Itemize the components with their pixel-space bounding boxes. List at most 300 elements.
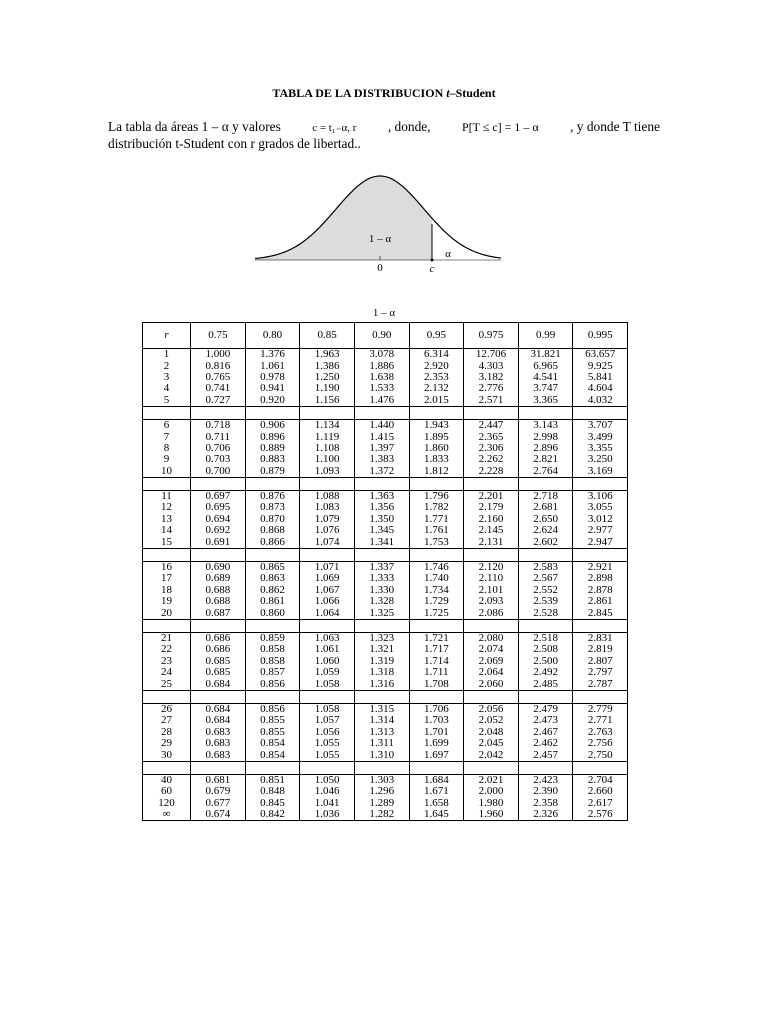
table-row: [143, 573, 628, 584]
critical-value-cell: 2.462: [518, 738, 573, 749]
critical-value-cell: 2.145: [464, 525, 519, 536]
critical-value-cell: 1.156: [300, 395, 355, 407]
critical-value-cell: 0.879: [245, 466, 300, 478]
critical-value-cell: 2.896: [518, 443, 573, 454]
critical-value-cell: 1.701: [409, 727, 464, 738]
critical-value-cell: 1.697: [409, 749, 464, 761]
degrees-of-freedom-cell: 29: [143, 738, 191, 749]
degrees-of-freedom-cell: 22: [143, 644, 191, 655]
spacer-cell: [409, 477, 464, 490]
degrees-of-freedom-cell: 25: [143, 678, 191, 690]
critical-value-cell: 2.457: [518, 749, 573, 761]
critical-value-cell: 1.119: [300, 431, 355, 442]
degrees-of-freedom-cell: 26: [143, 703, 191, 715]
critical-value-cell: 2.492: [518, 667, 573, 678]
spacer-cell: [464, 548, 519, 561]
critical-value-cell: 3.250: [573, 454, 628, 465]
critical-value-cell: 1.079: [300, 514, 355, 525]
critical-value-cell: 0.851: [245, 774, 300, 786]
critical-value-cell: 2.756: [573, 738, 628, 749]
critical-value-cell: 2.508: [518, 644, 573, 655]
spacer-cell: [354, 690, 409, 703]
area-label: 1 – α: [368, 233, 392, 245]
table-row: [143, 454, 628, 465]
critical-value-cell: 0.690: [191, 561, 246, 573]
critical-value-cell: 1.323: [354, 632, 409, 644]
table-row: [143, 596, 628, 607]
critical-value-cell: 1.055: [300, 749, 355, 761]
critical-value-cell: 0.906: [245, 419, 300, 431]
degrees-of-freedom-cell: 14: [143, 525, 191, 536]
critical-value-cell: 1.440: [354, 419, 409, 431]
critical-value-cell: 1.717: [409, 644, 464, 655]
degrees-of-freedom-cell: 6: [143, 419, 191, 431]
critical-value-cell: 1.311: [354, 738, 409, 749]
critical-value-cell: 0.816: [191, 360, 246, 371]
critical-value-cell: 2.423: [518, 774, 573, 786]
critical-value-cell: 1.303: [354, 774, 409, 786]
critical-value-cell: 1.761: [409, 525, 464, 536]
critical-value-cell: 2.576: [573, 809, 628, 821]
degrees-of-freedom-cell: 5: [143, 395, 191, 407]
critical-value-cell: 2.473: [518, 715, 573, 726]
critical-value-cell: 1.963: [300, 349, 355, 361]
critical-value-cell: 1.063: [300, 632, 355, 644]
critical-value-cell: 0.741: [191, 383, 246, 394]
critical-value-cell: 2.878: [573, 585, 628, 596]
critical-value-cell: 0.876: [245, 490, 300, 502]
critical-value-cell: 0.857: [245, 667, 300, 678]
critical-value-cell: 2.093: [464, 596, 519, 607]
degrees-of-freedom-cell: 24: [143, 667, 191, 678]
degrees-of-freedom-cell: 9: [143, 454, 191, 465]
critical-value-cell: 1.316: [354, 678, 409, 690]
spacer-cell: [464, 761, 519, 774]
critical-value-cell: 2.390: [518, 786, 573, 797]
spacer-cell: [191, 477, 246, 490]
critical-value-cell: 0.856: [245, 678, 300, 690]
critical-value-cell: 2.567: [518, 573, 573, 584]
critical-value-cell: 2.080: [464, 632, 519, 644]
critical-value-cell: 1.638: [354, 372, 409, 383]
spacer-cell: [518, 690, 573, 703]
critical-value-cell: 2.467: [518, 727, 573, 738]
spacer-cell: [300, 761, 355, 774]
critical-value-cell: 2.262: [464, 454, 519, 465]
spacer-cell: [354, 548, 409, 561]
critical-value-cell: 4.303: [464, 360, 519, 371]
critical-value-cell: 1.729: [409, 596, 464, 607]
critical-value-cell: 2.861: [573, 596, 628, 607]
critical-value-cell: 1.330: [354, 585, 409, 596]
zero-label: 0: [377, 262, 383, 274]
critical-value-cell: 1.341: [354, 536, 409, 548]
critical-value-cell: 2.787: [573, 678, 628, 690]
critical-value-cell: 0.691: [191, 536, 246, 548]
degrees-of-freedom-cell: 28: [143, 727, 191, 738]
degrees-of-freedom-cell: 21: [143, 632, 191, 644]
degrees-of-freedom-cell: 11: [143, 490, 191, 502]
page-title: [0, 86, 768, 101]
spacer-cell: [354, 406, 409, 419]
intro-text-1: La tabla da áreas 1 – α y valores: [108, 119, 281, 134]
spacer-cell: [573, 619, 628, 632]
critical-value-cell: 12.706: [464, 349, 519, 361]
critical-value-cell: 0.845: [245, 798, 300, 809]
critical-value-cell: 0.855: [245, 715, 300, 726]
table-row: [143, 678, 628, 690]
critical-value-cell: 9.925: [573, 360, 628, 371]
critical-value-cell: 0.896: [245, 431, 300, 442]
degrees-of-freedom-cell: 10: [143, 466, 191, 478]
critical-value-cell: 0.978: [245, 372, 300, 383]
c-point: [431, 259, 434, 262]
spacer-cell: [518, 761, 573, 774]
critical-value-cell: 1.050: [300, 774, 355, 786]
table-row: [143, 383, 628, 394]
critical-value-cell: 1.064: [300, 607, 355, 619]
critical-value-cell: 0.920: [245, 395, 300, 407]
critical-value-cell: 2.763: [573, 727, 628, 738]
critical-value-cell: 2.821: [518, 454, 573, 465]
table-row: [143, 607, 628, 619]
spacer-cell: [300, 548, 355, 561]
critical-value-cell: 0.683: [191, 738, 246, 749]
table-row: [143, 809, 628, 821]
critical-value-cell: 0.686: [191, 644, 246, 655]
spacer-cell: [518, 406, 573, 419]
table-row: [143, 715, 628, 726]
critical-value-cell: 0.711: [191, 431, 246, 442]
column-header: 0.85: [300, 323, 355, 349]
critical-value-cell: 2.779: [573, 703, 628, 715]
critical-value-cell: 2.539: [518, 596, 573, 607]
critical-value-cell: 0.860: [245, 607, 300, 619]
critical-value-cell: 2.447: [464, 419, 519, 431]
critical-value-cell: 1.860: [409, 443, 464, 454]
critical-value-cell: 1.088: [300, 490, 355, 502]
critical-value-cell: 0.858: [245, 656, 300, 667]
critical-value-cell: 1.074: [300, 536, 355, 548]
critical-value-cell: 2.064: [464, 667, 519, 678]
c-label: c: [429, 263, 435, 275]
critical-value-cell: 0.870: [245, 514, 300, 525]
spacer-cell: [143, 406, 191, 419]
critical-value-cell: 2.479: [518, 703, 573, 715]
critical-value-cell: 1.041: [300, 798, 355, 809]
spacer-cell: [573, 690, 628, 703]
critical-value-cell: 1.313: [354, 727, 409, 738]
critical-value-cell: 0.686: [191, 632, 246, 644]
r-header: r: [143, 323, 191, 349]
critical-value-cell: 0.856: [245, 703, 300, 715]
table-row: [143, 419, 628, 431]
spacer-cell: [245, 761, 300, 774]
critical-value-cell: 1.108: [300, 443, 355, 454]
critical-value-cell: 2.977: [573, 525, 628, 536]
spacer-cell: [300, 619, 355, 632]
spacer-cell: [464, 477, 519, 490]
critical-value-cell: 2.650: [518, 514, 573, 525]
critical-value-cell: 2.353: [409, 372, 464, 383]
critical-value-cell: 1.740: [409, 573, 464, 584]
intro-text-2: , donde,: [387, 119, 431, 134]
critical-value-cell: 0.873: [245, 502, 300, 513]
critical-value-cell: 3.365: [518, 395, 573, 407]
critical-value-cell: 0.706: [191, 443, 246, 454]
degrees-of-freedom-cell: 40: [143, 774, 191, 786]
critical-value-cell: 0.688: [191, 585, 246, 596]
critical-value-cell: 1.725: [409, 607, 464, 619]
degrees-of-freedom-cell: 30: [143, 749, 191, 761]
critical-value-cell: 2.552: [518, 585, 573, 596]
critical-value-cell: 1.314: [354, 715, 409, 726]
spacer-cell: [354, 619, 409, 632]
critical-value-cell: 1.960: [464, 809, 519, 821]
critical-value-cell: 0.685: [191, 667, 246, 678]
critical-value-cell: 1.060: [300, 656, 355, 667]
critical-value-cell: 0.683: [191, 749, 246, 761]
critical-value-cell: 2.571: [464, 395, 519, 407]
spacer-cell: [191, 619, 246, 632]
critical-value-cell: 1.372: [354, 466, 409, 478]
spacer-cell: [409, 548, 464, 561]
critical-value-cell: 1.796: [409, 490, 464, 502]
critical-value-cell: 2.048: [464, 727, 519, 738]
intro-text-3: , y donde T tiene: [570, 119, 660, 134]
critical-value-cell: 31.821: [518, 349, 573, 361]
critical-value-cell: 0.703: [191, 454, 246, 465]
critical-value-cell: 0.862: [245, 585, 300, 596]
t-student-table: [142, 322, 628, 821]
critical-value-cell: 1.289: [354, 798, 409, 809]
spacer-cell: [245, 690, 300, 703]
critical-value-cell: 1.386: [300, 360, 355, 371]
critical-value-cell: 63.657: [573, 349, 628, 361]
critical-value-cell: 2.042: [464, 749, 519, 761]
column-header: 0.95: [409, 323, 464, 349]
spacer-cell: [409, 619, 464, 632]
column-header: 0.80: [245, 323, 300, 349]
critical-value-cell: 0.684: [191, 715, 246, 726]
critical-value-cell: 1.250: [300, 372, 355, 383]
critical-value-cell: 3.012: [573, 514, 628, 525]
critical-value-cell: 2.998: [518, 431, 573, 442]
critical-value-cell: 2.069: [464, 656, 519, 667]
spacer-row: [143, 477, 628, 490]
critical-value-cell: 2.056: [464, 703, 519, 715]
critical-value-cell: 2.131: [464, 536, 519, 548]
critical-value-cell: 2.583: [518, 561, 573, 573]
alpha-header: 1 – α: [372, 307, 396, 319]
critical-value-cell: 1.708: [409, 678, 464, 690]
critical-value-cell: 3.143: [518, 419, 573, 431]
degrees-of-freedom-cell: 13: [143, 514, 191, 525]
critical-value-cell: 1.734: [409, 585, 464, 596]
critical-value-cell: 0.854: [245, 749, 300, 761]
spacer-cell: [143, 690, 191, 703]
spacer-cell: [354, 477, 409, 490]
column-header: 0.75: [191, 323, 246, 349]
critical-value-cell: 1.310: [354, 749, 409, 761]
critical-value-cell: 0.685: [191, 656, 246, 667]
critical-value-cell: 0.674: [191, 809, 246, 821]
spacer-cell: [143, 548, 191, 561]
critical-value-cell: 3.169: [573, 466, 628, 478]
critical-value-cell: 1.415: [354, 431, 409, 442]
critical-value-cell: 2.021: [464, 774, 519, 786]
critical-value-cell: 1.056: [300, 727, 355, 738]
critical-value-cell: 2.045: [464, 738, 519, 749]
alpha-tail-label: α: [445, 248, 451, 260]
critical-value-cell: 1.190: [300, 383, 355, 394]
critical-value-cell: 1.714: [409, 656, 464, 667]
critical-value-cell: 0.859: [245, 632, 300, 644]
critical-value-cell: 0.765: [191, 372, 246, 383]
title-prefix: TABLA DE LA DISTRIBUCION: [272, 86, 447, 100]
intro-paragraph: [108, 118, 660, 152]
table-row: [143, 738, 628, 749]
spacer-row: [143, 548, 628, 561]
critical-value-cell: 1.318: [354, 667, 409, 678]
critical-value-cell: 3.499: [573, 431, 628, 442]
critical-value-cell: 2.485: [518, 678, 573, 690]
critical-value-cell: 1.319: [354, 656, 409, 667]
critical-value-cell: 2.660: [573, 786, 628, 797]
degrees-of-freedom-cell: 4: [143, 383, 191, 394]
critical-value-cell: 3.355: [573, 443, 628, 454]
critical-value-cell: 0.695: [191, 502, 246, 513]
critical-value-cell: 0.727: [191, 395, 246, 407]
critical-value-cell: 0.858: [245, 644, 300, 655]
critical-value-cell: 0.883: [245, 454, 300, 465]
critical-value-cell: 2.602: [518, 536, 573, 548]
spacer-cell: [409, 761, 464, 774]
critical-value-cell: 2.617: [573, 798, 628, 809]
critical-value-cell: 3.055: [573, 502, 628, 513]
critical-value-cell: 0.683: [191, 727, 246, 738]
critical-value-cell: 2.807: [573, 656, 628, 667]
critical-value-cell: 2.326: [518, 809, 573, 821]
critical-value-cell: 0.941: [245, 383, 300, 394]
spacer-cell: [245, 406, 300, 419]
critical-value-cell: 4.032: [573, 395, 628, 407]
critical-value-cell: 2.764: [518, 466, 573, 478]
critical-value-cell: 1.771: [409, 514, 464, 525]
table-row: [143, 749, 628, 761]
critical-value-cell: 0.842: [245, 809, 300, 821]
critical-value-cell: 3.182: [464, 372, 519, 383]
degrees-of-freedom-cell: 15: [143, 536, 191, 548]
spacer-cell: [143, 477, 191, 490]
spacer-cell: [409, 406, 464, 419]
critical-value-cell: 2.681: [518, 502, 573, 513]
critical-value-cell: 2.120: [464, 561, 519, 573]
critical-value-cell: 1.315: [354, 703, 409, 715]
header-row: [143, 323, 628, 349]
critical-value-cell: 2.160: [464, 514, 519, 525]
critical-value-cell: 1.058: [300, 703, 355, 715]
spacer-cell: [573, 761, 628, 774]
degrees-of-freedom-cell: 23: [143, 656, 191, 667]
degrees-of-freedom-cell: 8: [143, 443, 191, 454]
critical-value-cell: 0.854: [245, 738, 300, 749]
spacer-cell: [245, 548, 300, 561]
degrees-of-freedom-cell: 16: [143, 561, 191, 573]
critical-value-cell: 1.886: [354, 360, 409, 371]
critical-value-cell: 1.753: [409, 536, 464, 548]
critical-value-cell: 2.110: [464, 573, 519, 584]
critical-value-cell: 1.350: [354, 514, 409, 525]
spacer-cell: [300, 477, 355, 490]
critical-value-cell: 5.841: [573, 372, 628, 383]
degrees-of-freedom-cell: 1: [143, 349, 191, 361]
table-row: [143, 644, 628, 655]
critical-value-cell: 1.812: [409, 466, 464, 478]
spacer-row: [143, 761, 628, 774]
critical-value-cell: 1.980: [464, 798, 519, 809]
critical-value-cell: 1.337: [354, 561, 409, 573]
table-row: [143, 667, 628, 678]
critical-value-cell: 2.831: [573, 632, 628, 644]
spacer-cell: [573, 548, 628, 561]
critical-value-cell: 1.069: [300, 573, 355, 584]
critical-value-cell: 2.898: [573, 573, 628, 584]
critical-value-cell: 2.086: [464, 607, 519, 619]
degrees-of-freedom-cell: 120: [143, 798, 191, 809]
critical-value-cell: 2.704: [573, 774, 628, 786]
critical-value-cell: 1.333: [354, 573, 409, 584]
critical-value-cell: 1.071: [300, 561, 355, 573]
column-header: 0.975: [464, 323, 519, 349]
critical-value-cell: 2.358: [518, 798, 573, 809]
critical-value-cell: 2.947: [573, 536, 628, 548]
critical-value-cell: 1.067: [300, 585, 355, 596]
critical-value-cell: 2.000: [464, 786, 519, 797]
spacer-cell: [518, 477, 573, 490]
critical-value-cell: 0.863: [245, 573, 300, 584]
critical-value-cell: 2.015: [409, 395, 464, 407]
critical-value-cell: 0.677: [191, 798, 246, 809]
critical-value-cell: 2.306: [464, 443, 519, 454]
formula-probability: P[T ≤ c] = 1 – α: [461, 120, 539, 134]
critical-value-cell: 1.703: [409, 715, 464, 726]
title-variable: t: [446, 86, 450, 100]
spacer-cell: [245, 477, 300, 490]
spacer-cell: [573, 406, 628, 419]
critical-value-cell: 0.861: [245, 596, 300, 607]
spacer-cell: [191, 406, 246, 419]
critical-value-cell: 1.282: [354, 809, 409, 821]
intro-text-line2: distribución t-Student con r grados de libertad..: [108, 136, 361, 151]
critical-value-cell: 2.771: [573, 715, 628, 726]
critical-value-cell: 2.920: [409, 360, 464, 371]
critical-value-cell: 1.321: [354, 644, 409, 655]
critical-value-cell: 2.528: [518, 607, 573, 619]
critical-value-cell: 2.518: [518, 632, 573, 644]
critical-value-cell: 0.687: [191, 607, 246, 619]
critical-value-cell: 1.083: [300, 502, 355, 513]
critical-value-cell: 4.604: [573, 383, 628, 394]
spacer-cell: [143, 619, 191, 632]
degrees-of-freedom-cell: 7: [143, 431, 191, 442]
table-row: [143, 466, 628, 478]
critical-value-cell: 1.076: [300, 525, 355, 536]
critical-value-cell: 1.383: [354, 454, 409, 465]
critical-value-cell: 1.721: [409, 632, 464, 644]
critical-value-cell: 1.061: [245, 360, 300, 371]
critical-value-cell: 1.296: [354, 786, 409, 797]
